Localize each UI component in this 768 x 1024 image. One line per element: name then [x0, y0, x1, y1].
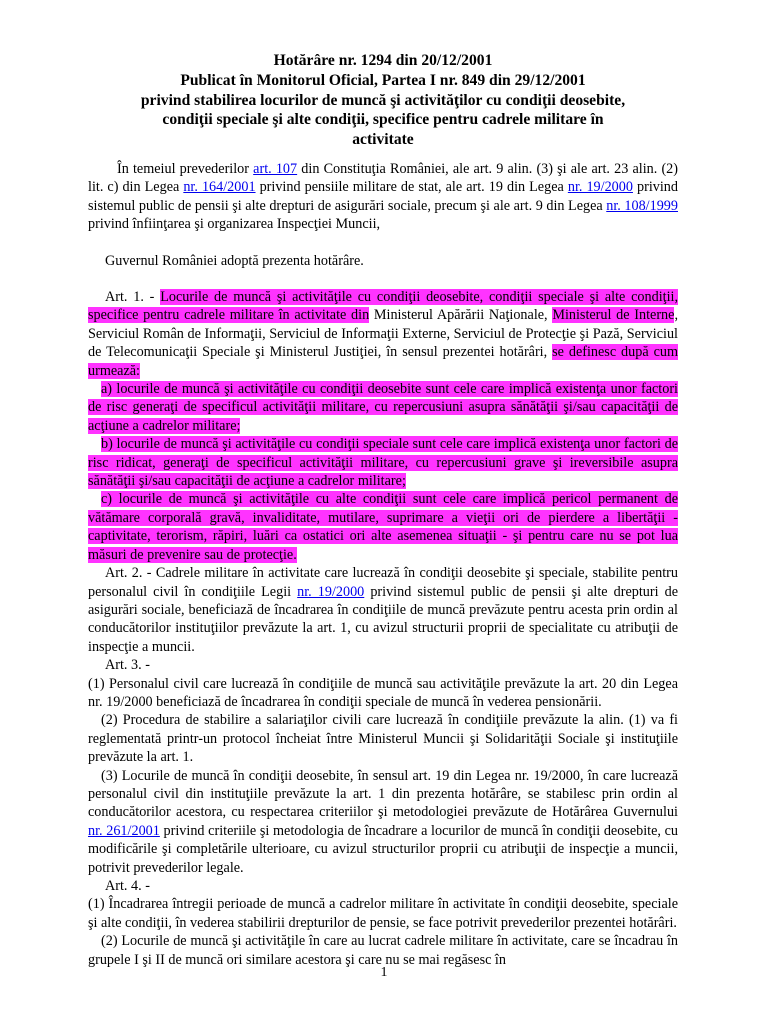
article-1-point-c — [88, 490, 678, 564]
preamble-text-4: privind sistemul public de pensii şi alte drepturi de asigurări sociale, precum şi ale art. 9 din Legea — [88, 179, 678, 214]
article-4-paragraph-2: (2) Locurile de muncă şi activităţile în care au lucrat cadrele militare în activitate, care se încadrau în grupele I şi II de muncă ori similare acestora şi care nu se mai regăsesc în — [88, 933, 678, 968]
article-4-paragraph-1: (1) Încadrarea întregii perioade de muncă a cadrelor militare în activitate în condiţii deosebite, speciale şi alte condiţii, în vederea stabilirii drepturilor de pensie, se face potrivit prevederilor prezentei hotărâri. — [88, 896, 678, 931]
article-2-text-2: privind sistemul public de pensii şi alte drepturi de asigurări sociale, beneficiază de încadrarea în condiţiile de muncă prevăzute pentru acesta prin ordin al conducătorilor instituţiilor prevăzute la art. 1, cu avizul structurii proprii de specialitate cu atribuţii de inspecţie a muncii. — [88, 583, 679, 655]
preamble-paragraph — [88, 160, 678, 234]
adoption-paragraph: Guvernul României adoptă prezenta hotărâre. — [105, 252, 364, 269]
article-1-paragraph — [88, 288, 678, 380]
article-3-text-1: (3) Locurile de muncă în condiţii deosebite, în sensul art. 19 din Legea nr. 19/2000, în care lucrează personalul civil din instituţiile prevăzute la art. 1 din prezenta hotărâre, se stabilesc prin ordin al conducătorilor acestora, cu respectarea criteriilor şi metodologiei prevăzute de Hotărârea Guvernului — [88, 767, 678, 821]
highlighted-text: Ministerul de Interne — [552, 307, 675, 324]
article-2-text-1: Art. 2. - Cadrele militare în activitate care lucrează în condiţii deosebite şi speciale, stabilite pentru personalul civil în condiţiile Legii — [88, 565, 678, 600]
article-1-text: , Serviciul Român de Informaţii, Serviciul de Informaţii Externe, Serviciul de Protecţie şi Pază, Serviciul de Telecomunicaţii Speciale şi Ministerul Justiţiei, în sensul prezentei hotărâri, — [88, 307, 678, 361]
article-1-point-b — [88, 435, 678, 490]
article-3-paragraph-2: (2) Procedura de stabilire a salariaţilor civili care lucrează în condiţiile prevăzute la alin. (1) va fi reglementată printr-un protocol încheiat între Ministerul Muncii şi Solidarităţii Sociale şi instituţiile prevăzute la art. 1. — [88, 712, 678, 766]
title-line-2: Publicat în Monitorul Oficial, Partea I nr. 849 din 29/12/2001 — [180, 71, 586, 89]
title-line-4: condiţii speciale şi alte condiţii, specifice pentru cadrele militare în — [162, 111, 604, 129]
article-3-paragraph-1: (1) Personalul civil care lucrează în condiţiile de muncă sau activităţile prevăzute la art. 20 din Legea nr. 19/2000 beneficiază de încadrarea în condiţii speciale de muncă în vederea pensionării. — [88, 675, 678, 710]
article-3-label: Art. 3. - — [105, 657, 150, 674]
link-lege-19-2000[interactable]: nr. 19/2000 — [297, 583, 365, 600]
page-number: 1 — [380, 965, 388, 980]
link-lege-19-2000[interactable]: nr. 19/2000 — [567, 179, 633, 196]
article-2-paragraph — [88, 564, 678, 656]
link-lege-164-2001[interactable]: nr. 164/2001 — [183, 179, 256, 196]
highlighted-text: c) locurile de muncă şi activităţile cu alte condiţii sunt cele care implică pericol permanent de vătămare corporală gravă, invaliditate, mutilare, suprimare a vieţii ori de pierdere a libertăţii - captivitate, terorism, răpiri, luări ca ostatici ori alte asemenea situaţii - şi pentru care nu se pot lua măsuri de prevenire sau de protecţie. — [88, 491, 678, 563]
article-1-label: Art. 1. - — [105, 289, 161, 306]
highlighted-text: se definesc după cum urmează: — [88, 344, 678, 379]
link-art-107[interactable]: art. 107 — [253, 160, 298, 177]
link-lege-108-1999[interactable]: nr. 108/1999 — [606, 197, 678, 214]
preamble-text-1: În temeiul prevederilor — [117, 160, 254, 177]
title-line-1: Hotărâre nr. 1294 din 20/12/2001 — [273, 52, 493, 69]
title-line-3: privind stabilirea locurilor de muncă şi activităţilor cu condiţii deosebite, — [140, 91, 626, 109]
link-hg-261-2001[interactable]: nr. 261/2001 — [88, 822, 160, 839]
preamble-text-3: privind pensiile militare de stat, ale art. 19 din Legea — [255, 179, 568, 196]
article-1-text: Ministerul Apărării Naţionale, — [369, 307, 553, 324]
title-line-5: activitate — [352, 131, 414, 149]
article-4-label: Art. 4. - — [105, 878, 150, 895]
spacer — [88, 234, 678, 252]
preamble-text-5: privind înfiinţarea şi organizarea Inspecţiei Muncii, — [88, 216, 381, 233]
document-body — [88, 51, 678, 969]
spacer — [88, 270, 678, 288]
highlighted-text: b) locurile de muncă şi activităţile cu condiţii speciale sunt cele care implică existenţa unor factori de risc ridicat, generaţi de specificul activităţii militare, cu repercusiuni grave şi ireversibile asupra sănătăţii şi/sau capacităţii de acţiune a cadrelor militare; — [88, 436, 678, 490]
article-3-paragraph-3 — [88, 767, 678, 877]
article-1-point-a — [88, 380, 678, 435]
document-title — [88, 51, 678, 150]
preamble-text-2: din Constituţia României, ale art. 9 alin. (3) şi ale art. 23 alin. (2) lit. c) din Legea — [88, 160, 678, 196]
article-3-text-2: privind criteriile şi metodologia de încadrare a locurilor de muncă în condiţii deosebite, cu modificările şi completările ulterioare, cu avizul structurilor proprii cu atribuţii de inspecţie a muncii, potrivit prevederilor legale. — [88, 822, 678, 876]
highlighted-text: a) locurile de muncă şi activităţile cu condiţii deosebite sunt cele care implică existenţa unor factori de risc generaţi de specificul activităţii militare, cu repercusiuni asupra sănătăţii şi/sau capacităţii de acţiune a cadrelor militare; — [88, 381, 678, 434]
spacer — [88, 150, 678, 160]
highlighted-text: Locurile de muncă şi activităţile cu condiţii deosebite, condiţii speciale şi alte condiţii, specifice pentru cadrele militare în activitate din — [88, 289, 679, 324]
